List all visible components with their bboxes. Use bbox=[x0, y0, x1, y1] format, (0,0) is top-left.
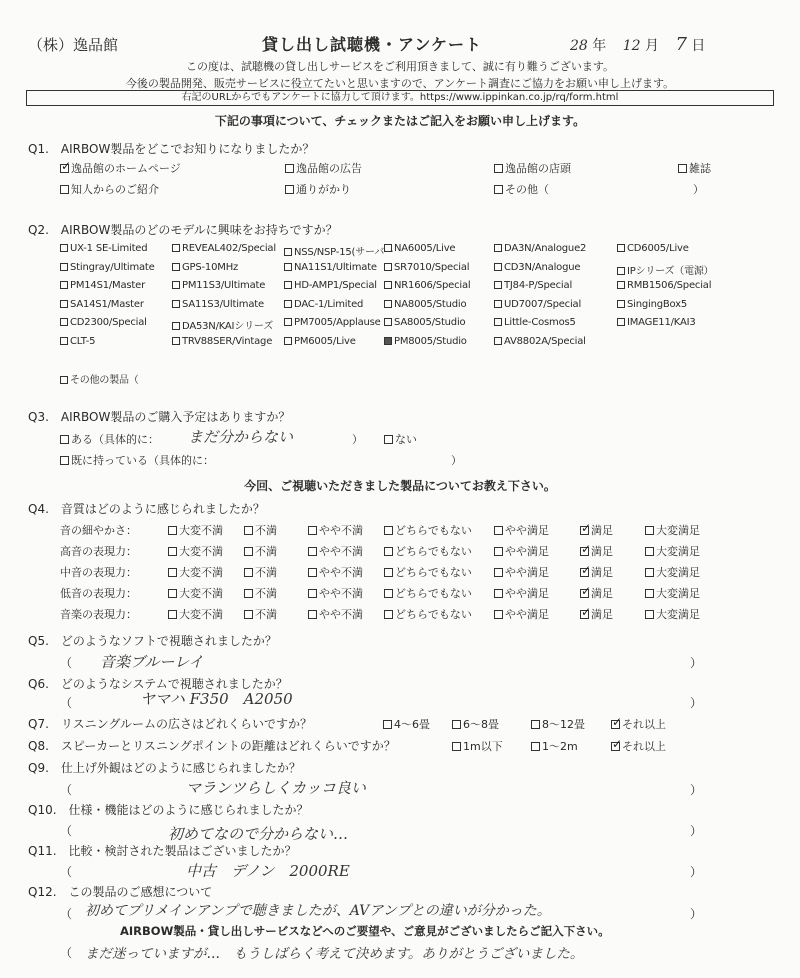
checkbox-icon[interactable] bbox=[384, 263, 392, 271]
q1-option-magazine[interactable]: 雑誌 bbox=[678, 160, 711, 176]
q4-rating-label: 大変満足 bbox=[656, 545, 700, 558]
q10-label: Q10. 仕様・機能はどのように感じられましたか？ bbox=[28, 803, 309, 817]
q4-rating-option[interactable] bbox=[384, 543, 472, 559]
q4-rating-label: 不満 bbox=[255, 587, 277, 600]
q2-model-option[interactable] bbox=[284, 280, 377, 291]
q4-label: Q4. 音質はどのように感じられましたか？ bbox=[28, 502, 265, 516]
checkbox-icon[interactable] bbox=[645, 547, 654, 556]
q4-rating-label: 満足 bbox=[591, 524, 613, 537]
checkbox-icon[interactable] bbox=[284, 281, 292, 289]
checkbox-icon[interactable] bbox=[172, 263, 180, 271]
checkbox-icon[interactable] bbox=[617, 244, 625, 252]
q2-model-option[interactable] bbox=[60, 299, 144, 310]
date-year: 28 bbox=[570, 38, 588, 54]
form-title: 貸し出し試聴機・アンケート bbox=[262, 35, 483, 54]
q3-option-no[interactable]: ない bbox=[384, 431, 417, 447]
checkbox-icon[interactable] bbox=[531, 742, 540, 751]
checkbox-icon[interactable] bbox=[284, 337, 292, 345]
q4-rating-option[interactable] bbox=[494, 585, 549, 601]
checkbox-icon[interactable] bbox=[452, 742, 461, 751]
q2-model-label: SA11S3/Ultimate bbox=[182, 298, 264, 310]
checkbox-icon[interactable] bbox=[384, 547, 393, 556]
checkbox-icon[interactable] bbox=[494, 244, 502, 252]
q2-model-option[interactable] bbox=[494, 262, 580, 273]
q4-rating-option[interactable] bbox=[580, 585, 613, 601]
q3-option-yes[interactable]: ある（具体的に： bbox=[60, 431, 159, 447]
q3-option-own[interactable]: 既に持っている（具体的に： bbox=[60, 452, 214, 468]
checkbox-icon[interactable] bbox=[383, 720, 392, 729]
q2-model-label: SA8005/Studio bbox=[394, 317, 466, 329]
checkbox-icon[interactable] bbox=[284, 248, 292, 256]
checkbox-icon[interactable] bbox=[384, 244, 392, 252]
q2-model-label: DAC-1/Limited bbox=[294, 298, 364, 310]
q1-option-ad[interactable]: 逸品館の広告 bbox=[285, 160, 362, 176]
q4-row-label: 音の細やかさ： bbox=[60, 524, 137, 537]
checkbox-icon[interactable] bbox=[284, 263, 292, 271]
checkbox-icon[interactable] bbox=[168, 610, 177, 619]
q2-model-option[interactable] bbox=[384, 336, 467, 347]
checkbox-icon[interactable] bbox=[494, 164, 503, 173]
q4-rating-label: 満足 bbox=[591, 608, 613, 621]
q6-label: Q6. どのようなシステムで視聴されましたか？ bbox=[28, 677, 288, 691]
q4-row-label: 低音の表現力： bbox=[60, 587, 137, 600]
q2-model-label: CD2300/Special bbox=[70, 317, 147, 329]
date-month: 12 bbox=[622, 38, 641, 54]
q2-model-option[interactable] bbox=[172, 317, 273, 332]
checkbox-icon[interactable] bbox=[494, 300, 502, 308]
q2-model-option[interactable] bbox=[284, 299, 363, 310]
checkbox-icon[interactable] bbox=[531, 720, 540, 729]
q4-rating-label: 不満 bbox=[255, 608, 277, 621]
q4-rating-label: 大変不満 bbox=[179, 524, 223, 537]
q4-rating-label: どちらでもない bbox=[395, 566, 472, 579]
q3-label: Q3. AIRBOW製品のご購入予定はありますか？ bbox=[28, 410, 291, 424]
q2-model-label: NSS/NSP-15(サーバー bbox=[294, 247, 394, 258]
checkbox-icon[interactable] bbox=[384, 435, 393, 444]
checkbox-icon[interactable] bbox=[60, 337, 68, 345]
q2-model-option[interactable] bbox=[617, 317, 696, 328]
q2-model-label: NA8005/Studio bbox=[394, 298, 467, 310]
checkbox-icon[interactable] bbox=[172, 281, 180, 289]
q2-model-label: AV8802A/Special bbox=[504, 336, 586, 347]
q2-model-option[interactable] bbox=[384, 243, 455, 254]
q2-model-option[interactable] bbox=[494, 243, 586, 254]
checkbox-icon[interactable] bbox=[244, 547, 253, 556]
checkbox-icon[interactable] bbox=[308, 568, 317, 577]
q11-answer: 中古 デノン 2000RE bbox=[186, 862, 350, 880]
q4-rating-option[interactable] bbox=[168, 606, 223, 622]
checkbox-icon[interactable] bbox=[384, 300, 392, 308]
q2-model-option[interactable] bbox=[384, 280, 470, 291]
q4-rating-label: 大変満足 bbox=[656, 608, 700, 621]
q2-model-label: Stingray/Ultimate bbox=[70, 261, 155, 273]
q2-model-label: RMB1506/Special bbox=[627, 280, 712, 292]
q4-rating-label: 大変満足 bbox=[656, 566, 700, 579]
q2-model-option[interactable] bbox=[494, 336, 586, 347]
q4-rating-option[interactable] bbox=[168, 543, 223, 559]
checkbox-checked-icon[interactable] bbox=[580, 610, 589, 619]
q8-option-more[interactable]: ✓ それ以上 bbox=[611, 738, 666, 754]
q2-model-option[interactable] bbox=[172, 243, 276, 254]
q3-own-close: ） bbox=[451, 454, 462, 467]
q4-rating-option[interactable] bbox=[308, 564, 363, 580]
q4-rating-option[interactable] bbox=[384, 522, 472, 538]
q4-rating-option[interactable] bbox=[494, 522, 549, 538]
checkbox-icon[interactable] bbox=[244, 526, 253, 535]
checkbox-icon[interactable] bbox=[494, 589, 503, 598]
q2-model-option[interactable] bbox=[494, 317, 576, 328]
checkbox-icon[interactable] bbox=[494, 281, 502, 289]
instructions: 下記の事項について、チェックまたはご記入をお願い申し上げます。 bbox=[214, 114, 586, 128]
q2-other-products[interactable]: その他の製品（ bbox=[60, 371, 139, 386]
q2-model-label: CD6005/Live bbox=[627, 243, 689, 254]
q2-model-label: PM14S1/Master bbox=[70, 280, 146, 292]
checkbox-icon[interactable] bbox=[60, 435, 69, 444]
q4-rating-option[interactable] bbox=[384, 564, 472, 580]
checkbox-icon[interactable] bbox=[308, 610, 317, 619]
q2-model-label: CLT-5 bbox=[70, 336, 96, 347]
checkbox-icon[interactable] bbox=[244, 610, 253, 619]
q2-model-label: UD7007/Special bbox=[504, 298, 582, 310]
checkbox-icon[interactable] bbox=[285, 185, 294, 194]
q2-model-label: SR7010/Special bbox=[394, 261, 470, 273]
q4-rating-option[interactable] bbox=[308, 522, 363, 538]
q2-model-option[interactable] bbox=[384, 299, 466, 310]
q4-rating-option[interactable] bbox=[168, 585, 223, 601]
q2-model-option[interactable] bbox=[60, 280, 145, 291]
url-line: 右記のURLからでもアンケートに協力して頂けます。https://www.ippinkan.co.jp/rq/form.html bbox=[181, 92, 619, 103]
checkbox-icon[interactable] bbox=[285, 164, 294, 173]
checkbox-checked-icon[interactable] bbox=[611, 742, 620, 751]
q4-rating-option[interactable] bbox=[645, 543, 700, 559]
checkbox-icon[interactable] bbox=[168, 547, 177, 556]
q4-rating-option[interactable] bbox=[580, 564, 613, 580]
checkbox-icon[interactable] bbox=[384, 281, 392, 289]
checkbox-icon[interactable] bbox=[645, 568, 654, 577]
q2-model-option[interactable] bbox=[60, 336, 95, 347]
q2-model-option[interactable] bbox=[494, 299, 581, 310]
q4-rating-label: やや不満 bbox=[319, 608, 363, 621]
checkbox-icon[interactable] bbox=[60, 456, 69, 465]
q2-model-option[interactable] bbox=[617, 262, 713, 277]
checkbox-icon[interactable] bbox=[60, 300, 68, 308]
q8-option-under-1m[interactable]: 1m以下 bbox=[452, 738, 503, 754]
q4-rating-label: やや不満 bbox=[319, 524, 363, 537]
checkbox-icon[interactable] bbox=[308, 589, 317, 598]
q11-label: Q11. 比較・検討された製品はございましたか？ bbox=[28, 844, 297, 858]
checkbox-icon[interactable] bbox=[617, 281, 625, 289]
q4-rating-option[interactable] bbox=[580, 543, 613, 559]
q1-option-friend[interactable]: 知人からのご紹介 bbox=[60, 181, 159, 197]
checkbox-icon[interactable] bbox=[494, 526, 503, 535]
q2-model-option[interactable] bbox=[284, 243, 394, 258]
q12-label: Q12. この製品のご感想について bbox=[28, 885, 213, 899]
checkbox-icon[interactable] bbox=[168, 589, 177, 598]
checkbox-icon[interactable] bbox=[60, 376, 68, 384]
q4-rating-label: やや満足 bbox=[505, 587, 549, 600]
q4-rating-label: やや不満 bbox=[319, 545, 363, 558]
q2-model-label: NA6005/Live bbox=[394, 243, 456, 254]
q1-option-other[interactable]: その他（ bbox=[494, 181, 549, 197]
intro-line-2: 今後の製品開発、販売サービスに役立てたいと思いますので、アンケート調査にご協力をお願い申し上げます。 bbox=[125, 77, 675, 90]
q2-model-label: PM7005/Applause bbox=[294, 317, 381, 329]
checkbox-icon[interactable] bbox=[244, 568, 253, 577]
q4-rating-label: 不満 bbox=[255, 524, 277, 537]
q12-answer-1: 初めてプリメインアンプで聴きましたが、AVアンプとの違いが分かった。 bbox=[85, 903, 551, 919]
q2-model-label: TRV88SER/Vintage bbox=[182, 336, 273, 347]
q4-rating-label: やや満足 bbox=[505, 566, 549, 579]
q2-model-option[interactable] bbox=[384, 262, 469, 273]
q1-option-homepage[interactable]: ✓逸品館のホームページ bbox=[60, 160, 181, 176]
section-note: 今回、ご視聴いただきました製品についてお教え下さい。 bbox=[244, 479, 556, 493]
q2-model-option[interactable] bbox=[284, 336, 356, 347]
checkbox-checked-icon[interactable] bbox=[580, 547, 589, 556]
q4-rating-label: 満足 bbox=[591, 587, 613, 600]
q2-model-label: DA53N/KAIシリーズ bbox=[182, 321, 274, 333]
checkbox-icon[interactable] bbox=[172, 244, 180, 252]
q4-rating-label: やや満足 bbox=[505, 524, 549, 537]
q4-rating-option[interactable] bbox=[645, 564, 700, 580]
q2-model-option[interactable] bbox=[60, 317, 147, 328]
checkbox-icon[interactable] bbox=[60, 281, 68, 289]
q4-rating-label: 不満 bbox=[255, 545, 277, 558]
q4-rating-option[interactable] bbox=[645, 585, 700, 601]
q4-rating-option[interactable] bbox=[580, 522, 613, 538]
checkbox-icon[interactable] bbox=[60, 244, 68, 252]
q5-answer: 音楽ブルーレイ bbox=[100, 653, 204, 671]
q4-rating-label: やや不満 bbox=[319, 587, 363, 600]
q7-label: Q7. リスニングルームの広さはどれくらいですか？ bbox=[28, 717, 313, 731]
q7-option-more[interactable]: ✓ それ以上 bbox=[611, 716, 666, 732]
q4-rating-label: どちらでもない bbox=[395, 587, 472, 600]
q4-rating-option[interactable] bbox=[244, 564, 277, 580]
q2-model-label: PM6005/Live bbox=[294, 336, 356, 347]
q2-model-option[interactable] bbox=[284, 262, 377, 273]
q2-model-label: IPシリーズ（電源） bbox=[627, 265, 714, 277]
q1-option-store[interactable]: 逸品館の店頭 bbox=[494, 160, 571, 176]
q4-rating-option[interactable] bbox=[308, 606, 363, 622]
q2-model-label: IMAGE11/KAI3 bbox=[627, 317, 696, 329]
q4-rating-option[interactable] bbox=[384, 606, 472, 622]
q4-rating-option[interactable] bbox=[168, 564, 223, 580]
q8-label: Q8. スピーカーとリスニングポイントの距離はどれくらいですか？ bbox=[28, 739, 396, 753]
q4-rating-option[interactable] bbox=[494, 564, 549, 580]
checkbox-icon[interactable] bbox=[617, 300, 625, 308]
checkbox-icon[interactable] bbox=[172, 337, 180, 345]
q4-rating-label: 大変不満 bbox=[179, 608, 223, 621]
checkbox-icon[interactable] bbox=[678, 164, 687, 173]
q4-rating-label: やや満足 bbox=[505, 608, 549, 621]
q2-model-option[interactable] bbox=[60, 243, 147, 254]
q6-answer: ヤマハ F350 A2050 bbox=[140, 690, 293, 708]
q1-option-passing[interactable]: 通りがかり bbox=[285, 181, 351, 197]
q4-rating-label: 大変不満 bbox=[179, 566, 223, 579]
q4-rating-option[interactable] bbox=[384, 585, 472, 601]
checkbox-icon[interactable] bbox=[284, 300, 292, 308]
q12-answer-2: まだ迷っていますが… もうしばらく考えて決めます。ありがとうございました。 bbox=[85, 946, 584, 962]
q2-model-label: UX-1 SE-Limited bbox=[70, 243, 148, 254]
q2-model-option[interactable] bbox=[172, 336, 272, 347]
checkbox-icon[interactable] bbox=[645, 526, 654, 535]
checkbox-icon[interactable] bbox=[244, 589, 253, 598]
checkbox-icon[interactable] bbox=[494, 568, 503, 577]
q4-row-label: 中音の表現力： bbox=[60, 566, 137, 579]
q7-option-6-8[interactable]: 6～8畳 bbox=[452, 716, 499, 732]
q4-rating-label: やや不満 bbox=[319, 566, 363, 579]
q8-option-1-2m[interactable]: 1～2m bbox=[531, 738, 578, 754]
q4-row-label: 高音の表現力： bbox=[60, 545, 137, 558]
q4-rating-option[interactable] bbox=[244, 585, 277, 601]
checkbox-icon[interactable] bbox=[168, 526, 177, 535]
q5-label: Q5. どのようなソフトで視聴されましたか？ bbox=[28, 634, 277, 648]
q2-model-label: SingingBox5 bbox=[627, 298, 688, 310]
q1-label: Q1. AIRBOW製品をどこでお知りになりましたか？ bbox=[28, 142, 315, 156]
q4-rating-option[interactable] bbox=[494, 543, 549, 559]
q9-label: Q9. 仕上げ外観はどのように感じられましたか？ bbox=[28, 761, 301, 775]
q2-model-label: TJ84-P/Special bbox=[504, 280, 573, 292]
checkbox-icon[interactable] bbox=[168, 568, 177, 577]
q4-rating-option[interactable] bbox=[168, 522, 223, 538]
checkbox-checked-icon[interactable] bbox=[580, 589, 589, 598]
q12-request-label: AIRBOW製品・貸し出しサービスなどへのご要望や、ご意見がございましたらご記入下さい。 bbox=[120, 924, 610, 938]
q4-rating-label: 不満 bbox=[255, 566, 277, 579]
url-box bbox=[26, 90, 774, 106]
checkbox-icon[interactable] bbox=[494, 318, 502, 326]
q10-answer: 初めてなので分からない… bbox=[168, 825, 349, 843]
q4-rating-label: 大変不満 bbox=[179, 545, 223, 558]
q9-answer: マランツらしくカッコ良い bbox=[186, 779, 366, 797]
q2-model-option[interactable] bbox=[494, 280, 572, 291]
q2-label: Q2. AIRBOW製品のどのモデルに興味をお持ちですか？ bbox=[28, 223, 338, 237]
q4-rating-label: 満足 bbox=[591, 566, 613, 579]
q7-option-8-12[interactable]: 8～12畳 bbox=[531, 716, 585, 732]
q2-model-label: PM11S3/Ultimate bbox=[182, 280, 266, 292]
q2-model-option[interactable] bbox=[172, 299, 264, 310]
q4-rating-option[interactable] bbox=[308, 543, 363, 559]
q2-model-label: DA3N/Analogue2 bbox=[504, 243, 587, 254]
date-day: 7 bbox=[675, 34, 687, 55]
q4-rating-label: どちらでもない bbox=[395, 524, 472, 537]
checkbox-icon[interactable] bbox=[384, 589, 393, 598]
q2-model-label: SA14S1/Master bbox=[70, 298, 144, 310]
q2-model-option[interactable] bbox=[60, 262, 155, 273]
q3-yes-close: ） bbox=[352, 433, 363, 446]
checkbox-icon[interactable] bbox=[60, 318, 68, 326]
q4-rating-label: 大変不満 bbox=[179, 587, 223, 600]
checkbox-icon[interactable] bbox=[645, 589, 654, 598]
checkbox-icon[interactable] bbox=[308, 526, 317, 535]
checkbox-checked-icon[interactable] bbox=[611, 720, 620, 729]
q2-model-label: HD-AMP1/Special bbox=[294, 280, 377, 292]
q2-model-label: REVEAL402/Special bbox=[182, 243, 276, 254]
q4-rating-option[interactable] bbox=[308, 585, 363, 601]
checkbox-icon[interactable] bbox=[494, 263, 502, 271]
q4-rating-label: 満足 bbox=[591, 545, 613, 558]
checkbox-icon[interactable] bbox=[172, 322, 180, 330]
q4-rating-label: どちらでもない bbox=[395, 545, 472, 558]
checkbox-icon[interactable] bbox=[617, 318, 625, 326]
q4-rating-option[interactable] bbox=[244, 606, 277, 622]
q2-model-option[interactable] bbox=[384, 317, 465, 328]
checkbox-icon[interactable] bbox=[384, 568, 393, 577]
checkbox-icon[interactable] bbox=[60, 263, 68, 271]
q4-rating-option[interactable] bbox=[645, 606, 700, 622]
checkbox-icon[interactable] bbox=[494, 610, 503, 619]
checkbox-icon[interactable] bbox=[308, 547, 317, 556]
q4-rating-option[interactable] bbox=[580, 606, 613, 622]
checkbox-checked-icon[interactable] bbox=[384, 337, 392, 345]
checkbox-icon[interactable] bbox=[494, 185, 503, 194]
q2-model-label: GPS-10MHz bbox=[182, 261, 239, 273]
q2-model-option[interactable] bbox=[617, 243, 689, 254]
checkbox-icon[interactable] bbox=[384, 318, 392, 326]
q4-rating-option[interactable] bbox=[244, 522, 277, 538]
q2-model-option[interactable] bbox=[172, 280, 265, 291]
q4-rating-label: どちらでもない bbox=[395, 608, 472, 621]
q2-model-label: Little-Cosmos5 bbox=[504, 317, 576, 329]
checkbox-icon[interactable] bbox=[494, 337, 502, 345]
q4-rating-option[interactable] bbox=[494, 606, 549, 622]
checkbox-icon[interactable] bbox=[172, 300, 180, 308]
q2-model-option[interactable] bbox=[617, 280, 711, 291]
q4-rating-label: 大変満足 bbox=[656, 587, 700, 600]
q2-model-label: CD3N/Analogue bbox=[504, 261, 581, 273]
q2-model-label: NR1606/Special bbox=[394, 280, 471, 292]
q4-rating-label: 大変満足 bbox=[656, 524, 700, 537]
q7-option-4-6[interactable]: 4～6畳 bbox=[383, 716, 430, 732]
q2-model-option[interactable] bbox=[284, 317, 381, 328]
q4-rating-option[interactable] bbox=[244, 543, 277, 559]
q2-model-option[interactable] bbox=[617, 299, 687, 310]
q2-model-label: PM8005/Studio bbox=[394, 336, 467, 347]
checkbox-checked-icon[interactable] bbox=[60, 164, 69, 173]
q4-rating-option[interactable] bbox=[645, 522, 700, 538]
q3-yes-answer: まだ分からない bbox=[188, 428, 294, 446]
company-name: （株）逸品館 bbox=[28, 36, 119, 54]
checkbox-icon[interactable] bbox=[384, 610, 393, 619]
checkbox-checked-icon[interactable] bbox=[580, 526, 589, 535]
q2-model-label: NA11S1/Ultimate bbox=[294, 261, 377, 273]
checkbox-checked-icon[interactable] bbox=[580, 568, 589, 577]
checkbox-icon[interactable] bbox=[494, 547, 503, 556]
checkbox-icon[interactable] bbox=[617, 267, 625, 275]
q4-row-label: 音楽の表現力： bbox=[60, 608, 137, 621]
checkbox-icon[interactable] bbox=[452, 720, 461, 729]
q2-model-option[interactable] bbox=[172, 262, 238, 273]
checkbox-icon[interactable] bbox=[60, 185, 69, 194]
intro-line-1: この度は、試聴機の貸し出しサービスをご利用頂きまして、誠に有り難うございます。 bbox=[186, 60, 614, 73]
form-date: 28 年 12 月 7 日 bbox=[570, 34, 706, 55]
checkbox-icon[interactable] bbox=[645, 610, 654, 619]
checkbox-icon[interactable] bbox=[384, 526, 393, 535]
q1-other-close: ） bbox=[693, 183, 704, 196]
q4-rating-label: やや満足 bbox=[505, 545, 549, 558]
checkbox-icon[interactable] bbox=[284, 318, 292, 326]
